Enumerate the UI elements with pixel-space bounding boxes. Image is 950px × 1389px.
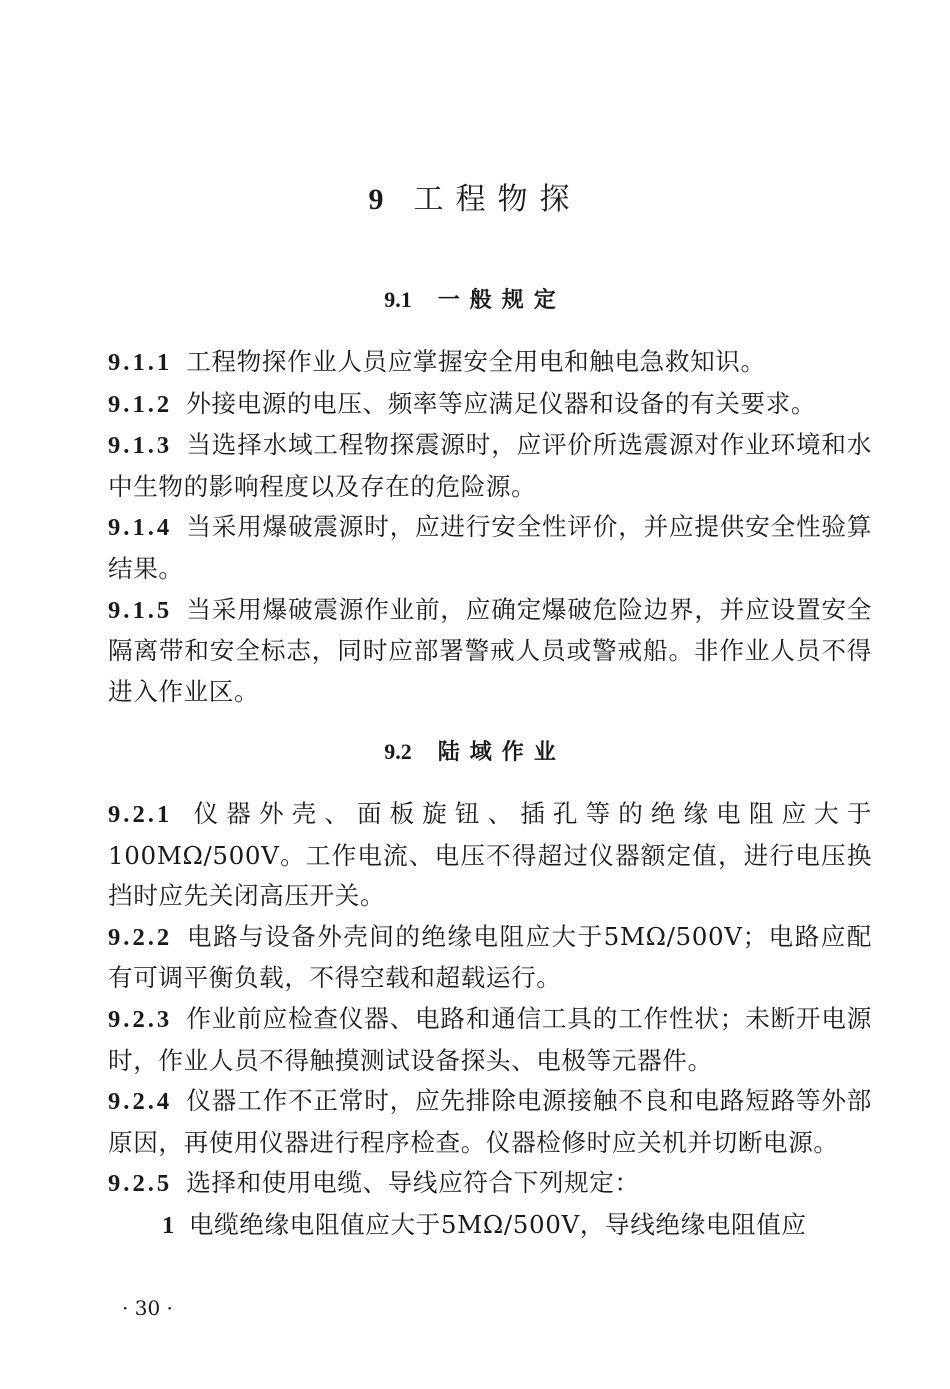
- clause-text: 外接电源的电压、频率等应满足仪器和设备的有关要求。: [186, 388, 817, 418]
- clause-number: 9.1.2: [108, 390, 173, 418]
- clause-number: 9.2.2: [108, 923, 173, 951]
- clause-9-1-3: [108, 425, 872, 507]
- chapter-title-text: 工程物探: [413, 182, 582, 217]
- clause-number: 9.2.5: [108, 1170, 173, 1198]
- clause-9-1-5: [108, 590, 872, 713]
- item-number: 1: [162, 1211, 175, 1239]
- section-title-9-2: [0, 736, 950, 768]
- chapter-number: 9: [368, 183, 386, 216]
- list-item: [108, 1205, 872, 1247]
- page-number: · 30 ·: [122, 1296, 173, 1320]
- clause-text: 仪器外壳、面板旋钮、插孔等的绝缘电阻应大于100MΩ/500V。工作电流、电压不得超过仪器额定值，进行电压换挡时应先关闭高压开关。: [108, 799, 872, 911]
- chapter-title: [0, 178, 950, 222]
- clause-9-2-1: [108, 794, 872, 917]
- section-title-9-1: [0, 284, 950, 316]
- clause-number: 9.2.3: [108, 1005, 173, 1033]
- section-title-text: 陆域作业: [437, 739, 566, 765]
- clause-9-2-2: [108, 917, 872, 999]
- clause-number: 9.2.4: [108, 1088, 173, 1116]
- section-number: 9.2: [384, 739, 412, 764]
- clause-number: 9.1.3: [108, 432, 173, 460]
- clause-9-2-4: [108, 1081, 872, 1163]
- clause-9-1-1: [108, 342, 872, 384]
- clause-9-2-3: [108, 999, 872, 1081]
- clause-number: 9.2.1: [108, 801, 173, 828]
- clause-text: 电路与设备外壳间的绝缘电阻应大于5MΩ/500V；电路应配有可调平衡负载，不得空载和超载运行。: [108, 921, 872, 993]
- clause-number: 9.1.5: [108, 596, 173, 624]
- section-title-text: 一般规定: [437, 287, 566, 313]
- clause-9-1-2: [108, 384, 872, 426]
- clause-text: 选择和使用电缆、导线应符合下列规定：: [186, 1168, 640, 1198]
- clause-number: 9.1.1: [108, 349, 173, 376]
- item-text: 电缆绝缘电阻值应大于5MΩ/500V，导线绝缘电阻值应: [188, 1209, 807, 1239]
- section-number: 9.1: [384, 287, 412, 312]
- clause-9-1-4: [108, 507, 872, 589]
- clause-number: 9.1.4: [108, 514, 173, 542]
- section-body-9-2: [108, 794, 872, 1247]
- clause-text: 当采用爆破震源时，应进行安全性评价，并应提供安全性验算结果。: [108, 512, 872, 583]
- clause-text: 作业前应检查仪器、电路和通信工具的工作性状；未断开电源时，作业人员不得触摸测试设备探头、电极等元器件。: [108, 1003, 872, 1075]
- clause-9-2-5: [108, 1163, 872, 1205]
- clause-text: 当采用爆破震源作业前，应确定爆破危险边界，并应设置安全隔离带和安全标志，同时应部署警戒人员或警戒船。非作业人员不得进入作业区。: [108, 594, 872, 706]
- clause-text: 当选择水域工程物探震源时，应评价所选震源对作业环境和水中生物的影响程度以及存在的危险源。: [108, 430, 872, 501]
- clause-text: 工程物探作业人员应掌握安全用电和触电急救知识。: [186, 347, 766, 376]
- clause-text: 仪器工作不正常时，应先排除电源接触不良和电路短路等外部原因，再使用仪器进行程序检查。仪器检修时应关机并切断电源。: [108, 1086, 872, 1157]
- section-body-9-1: [108, 342, 872, 712]
